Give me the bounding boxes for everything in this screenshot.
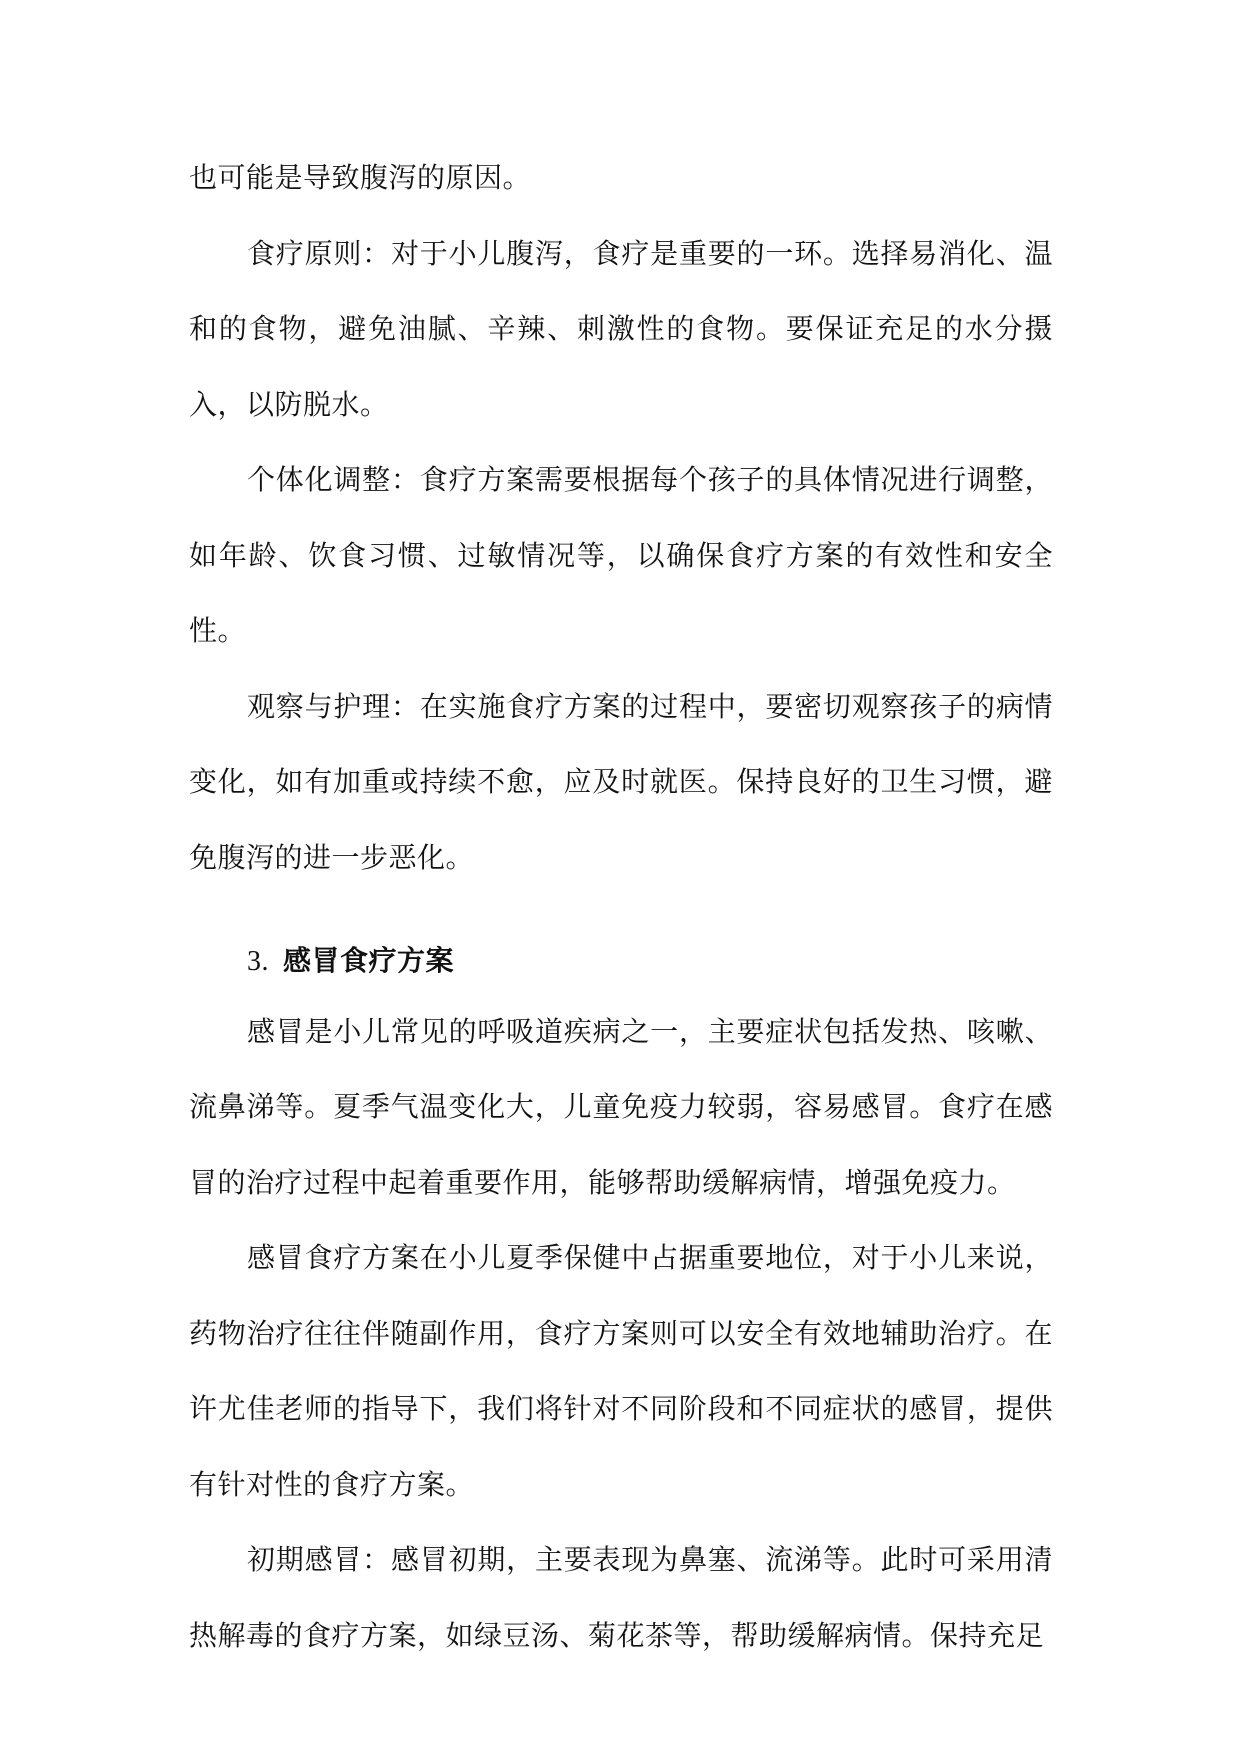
paragraph-observation-care: 观察与护理：在实施食疗方案的过程中，要密切观察孩子的病情变化，如有加重或持续不愈，应及时就医。保持良好的卫生习惯，避免腹泻的进一步恶化。 bbox=[189, 689, 1053, 874]
paragraph-individual-adjustment: 个体化调整：食疗方案需要根据每个孩子的具体情况进行调整，如年龄、饮食习惯、过敏情况等，以确保食疗方案的有效性和安全性。 bbox=[189, 463, 1053, 647]
paragraph-early-cold: 初期感冒：感冒初期，主要表现为鼻塞、流涕等。此时可采用清热解毒的食疗方案，如绿豆汤、菊花茶等，帮助缓解病情。保持充足 bbox=[189, 1543, 1053, 1652]
section-title: 感冒食疗方案 bbox=[283, 944, 455, 977]
paragraph-cold-intro: 感冒是小儿常见的呼吸道疾病之一，主要症状包括发热、咳嗽、流鼻涕等。夏季气温变化大，儿童免疫力较弱，容易感冒。食疗在感冒的治疗过程中起着重要作用，能够帮助缓解病情，增强免疫力。 bbox=[189, 1014, 1053, 1199]
paragraph-cold-importance: 感冒食疗方案在小儿夏季保健中占据重要地位，对于小儿来说，药物治疗往往伴随副作用，食疗方案则可以安全有效地辅助治疗。在许尤佳老师的指导下，我们将针对不同阶段和不同症状的感冒，提供有针对性的食疗方案。 bbox=[189, 1241, 1053, 1501]
document-body bbox=[189, 140, 1053, 1673]
paragraph-diet-principle: 食疗原则：对于小儿腹泻，食疗是重要的一环。选择易消化、温和的食物，避免油腻、辛辣、刺激性的食物。要保证充足的水分摄入，以防脱水。 bbox=[189, 236, 1053, 421]
section-heading bbox=[189, 923, 1053, 1000]
section-number: 3. bbox=[247, 946, 269, 977]
paragraph-continuation: 也可能是导致腹泻的原因。 bbox=[189, 161, 532, 194]
